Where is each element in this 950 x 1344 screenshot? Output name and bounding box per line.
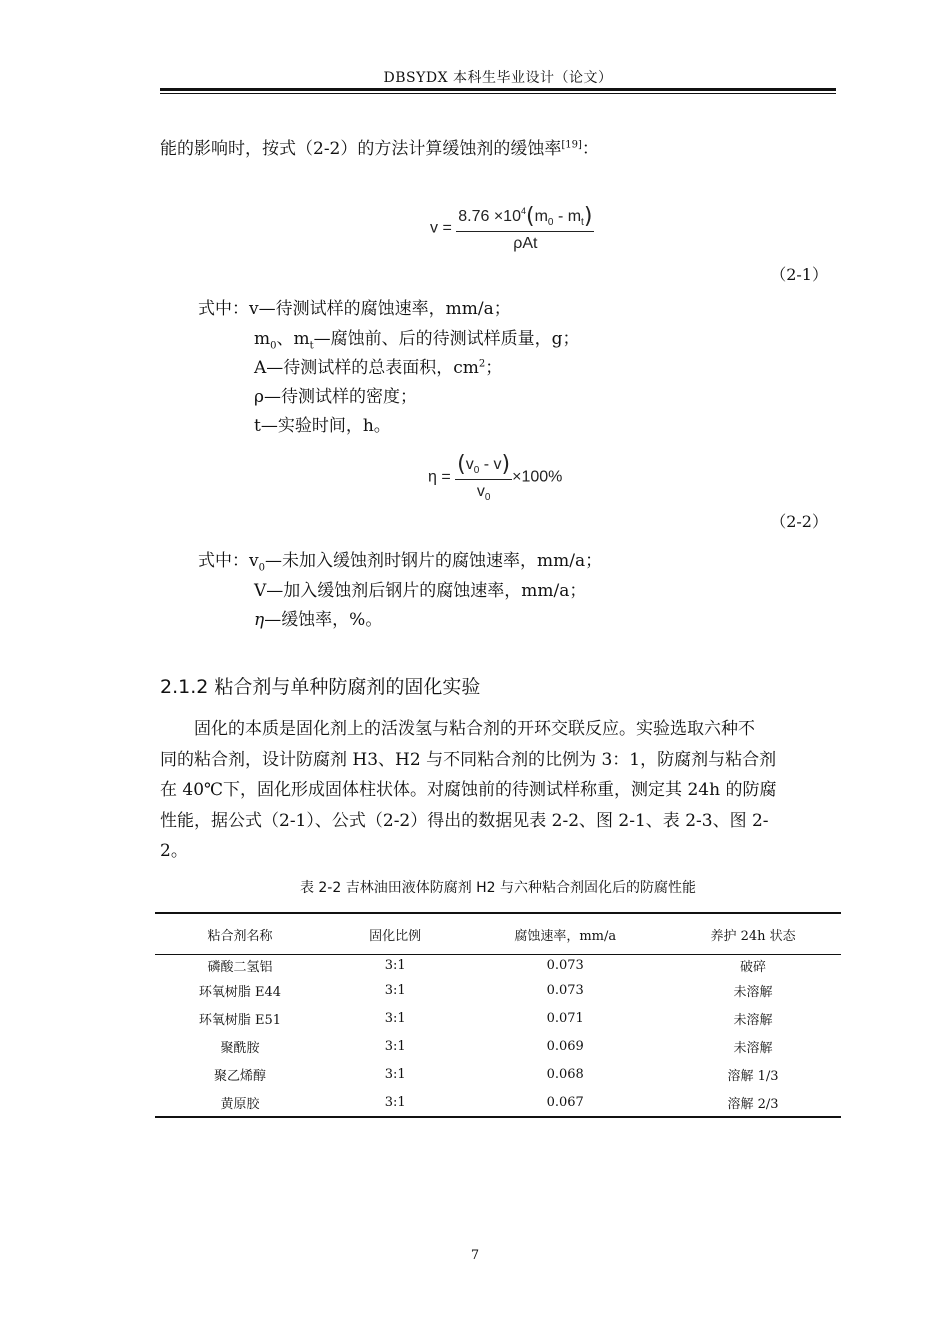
header-rule-thin: [160, 93, 836, 94]
paren-close: ): [501, 452, 511, 477]
table-cell: 聚酰胺: [220, 1041, 260, 1056]
var-line-A: [254, 353, 502, 383]
section-heading: 2.1.2 粘合剂与单种防腐剂的固化实验: [160, 676, 481, 698]
table-header-row: [155, 913, 841, 955]
paren-open: (: [457, 452, 466, 477]
formula-2-1: [430, 204, 594, 253]
table-row: [155, 1061, 841, 1089]
var-m-desc: —腐蚀前、后的待测试样质量，g；: [313, 329, 580, 349]
formula2-lhs: η =: [428, 468, 451, 486]
formula1-numerator: [456, 204, 594, 232]
table-cell: 3:1: [384, 983, 406, 998]
table-cell: 环氧树脂 E44: [198, 985, 282, 1000]
table-cell: 0.071: [546, 1011, 584, 1026]
var-v0: v: [249, 551, 259, 571]
table-row: [155, 1089, 841, 1117]
formula2-v: v: [493, 456, 502, 473]
table-cell: 未溶解: [733, 1041, 773, 1056]
formula1-mt-sub: t: [581, 217, 584, 228]
table-cell: 溶解 1/3: [727, 1069, 779, 1084]
var-v0-sub: 0: [258, 562, 265, 574]
formula2-den-v: v: [476, 483, 485, 500]
var-A-end: ；: [485, 358, 503, 378]
formula2-fraction: [455, 452, 512, 503]
var-line-m: [254, 324, 580, 354]
var-mt-sub: t: [309, 340, 314, 352]
table-caption: 表 2-2 吉林油田液体防腐剂 H2 与六种粘合剂固化后的防腐性能: [299, 880, 697, 896]
column-header: 固化比例: [325, 913, 465, 955]
column-header: 粘合剂名称: [155, 913, 325, 955]
table-row: [155, 1033, 841, 1061]
table-cell: 破碎: [740, 960, 767, 976]
formula2-denominator: [455, 480, 512, 503]
table-cell: 3:1: [384, 1011, 406, 1026]
intro-line: [160, 134, 599, 164]
var-m0: m: [254, 329, 271, 349]
formula1-denominator: ρAt: [513, 235, 538, 252]
formula2-den-sub: 0: [484, 492, 491, 503]
paragraph-line: 固化的本质是固化剂上的活泼氢与粘合剂的开环交联反应。实验选取六种不: [160, 719, 755, 739]
paragraph-line: 同的粘合剂，设计防腐剂 H3、H2 与不同粘合剂的比例为 3：1，防腐剂与粘合剂: [160, 749, 777, 770]
formula1-coef: 8.76 ×10: [458, 208, 521, 225]
var-line-v0: [198, 546, 602, 576]
table-cell: 3:1: [384, 1039, 406, 1054]
var-A: A—待测试样的总表面积，cm: [254, 358, 479, 378]
vars1-prefix: 式中：: [198, 299, 249, 319]
table-cell: 未溶解: [733, 1013, 773, 1028]
table-cell: 3:1: [384, 958, 406, 974]
formula2-v0: v: [465, 456, 474, 473]
formula1-lhs: v =: [430, 219, 452, 237]
body-paragraph: [160, 714, 832, 867]
formula2-minus: -: [483, 456, 490, 473]
table-row: [155, 955, 841, 977]
var-v0-desc: —未加入缓蚀剂时钢片的腐蚀速率，mm/a；: [264, 551, 603, 571]
paragraph-line: 在 40℃下，固化形成固体柱状体。对腐蚀前的待测试样称重，测定其 24h 的防腐: [160, 780, 777, 800]
var-v: v—待测试样的腐蚀速率，mm/a；: [249, 299, 511, 319]
formula1-fraction: [456, 204, 594, 253]
table-cell: 3:1: [384, 1067, 406, 1082]
table-cell: 0.067: [465, 1089, 665, 1117]
var-mt: 、m: [276, 329, 310, 349]
var-line-rho: ρ—待测试样的密度；: [254, 387, 417, 407]
var-A-sup: 2: [478, 358, 486, 370]
vars2-prefix: 式中：: [198, 551, 249, 571]
table-cell: 0.073: [546, 983, 584, 998]
formula1-exp: 4: [520, 206, 526, 216]
formula1-mt: m: [567, 208, 582, 225]
formula1-m0: m: [534, 208, 548, 225]
table-cell: 0.068: [546, 1067, 584, 1082]
column-header: 养护 24h 状态: [665, 913, 841, 955]
table-cell: 0.069: [546, 1039, 584, 1054]
var-eta-desc: —缓蚀率，%。: [264, 610, 383, 630]
table-row: [155, 977, 841, 1005]
paren-open: (: [526, 204, 535, 229]
formula2-factor: ×100%: [512, 468, 563, 486]
table-row: [155, 1005, 841, 1033]
formula1-minus: -: [557, 208, 564, 225]
paren-close: ): [583, 204, 593, 229]
formula-2-2: [428, 452, 562, 503]
table-cell: 环氧树脂 E51: [198, 1013, 282, 1028]
var-m0-sub: 0: [270, 340, 277, 352]
table-cell: 溶解 2/3: [665, 1089, 841, 1117]
header-rule: [160, 88, 836, 91]
citation-ref: [19]: [561, 139, 582, 151]
var-line-v: [198, 294, 511, 324]
equation-number-2-1: （2-1）: [770, 265, 828, 284]
var-eta: η: [254, 610, 265, 630]
table-cell: 黄原胶: [155, 1089, 325, 1117]
table-cell: 磷酸二氢铝: [207, 960, 273, 976]
var-line-V: V—加入缓蚀剂后钢片的腐蚀速率，mm/a；: [254, 581, 587, 601]
column-header: 腐蚀速率，mm/a: [465, 913, 665, 955]
formula2-v0-sub: 0: [473, 465, 480, 476]
table-cell: 3:1: [325, 1089, 465, 1117]
var-line-t: t—实验时间，h。: [254, 416, 391, 436]
table-cell: 聚乙烯醇: [213, 1069, 266, 1084]
page-header-title: DBSYDX 本科生毕业设计（论文）: [383, 70, 613, 86]
paragraph-line: 性能，据公式（2-1）、公式（2-2）得出的数据见表 2-2、图 2-1、表 2-3、图 2-: [160, 810, 769, 831]
paragraph-line: 2。: [160, 841, 188, 861]
table-cell: 未溶解: [733, 985, 773, 1000]
formula2-numerator: [455, 452, 512, 480]
formula1-m0-sub: 0: [547, 217, 554, 228]
var-line-eta: [254, 605, 382, 635]
page-number: 7: [470, 1248, 480, 1263]
table-cell: 0.073: [546, 958, 584, 974]
equation-number-2-2: （2-2）: [770, 512, 828, 531]
data-table: [155, 912, 841, 1118]
intro-end: ：: [581, 139, 599, 159]
intro-text: 能的影响时，按式（2-2）的方法计算缓蚀剂的缓蚀率: [160, 139, 562, 159]
